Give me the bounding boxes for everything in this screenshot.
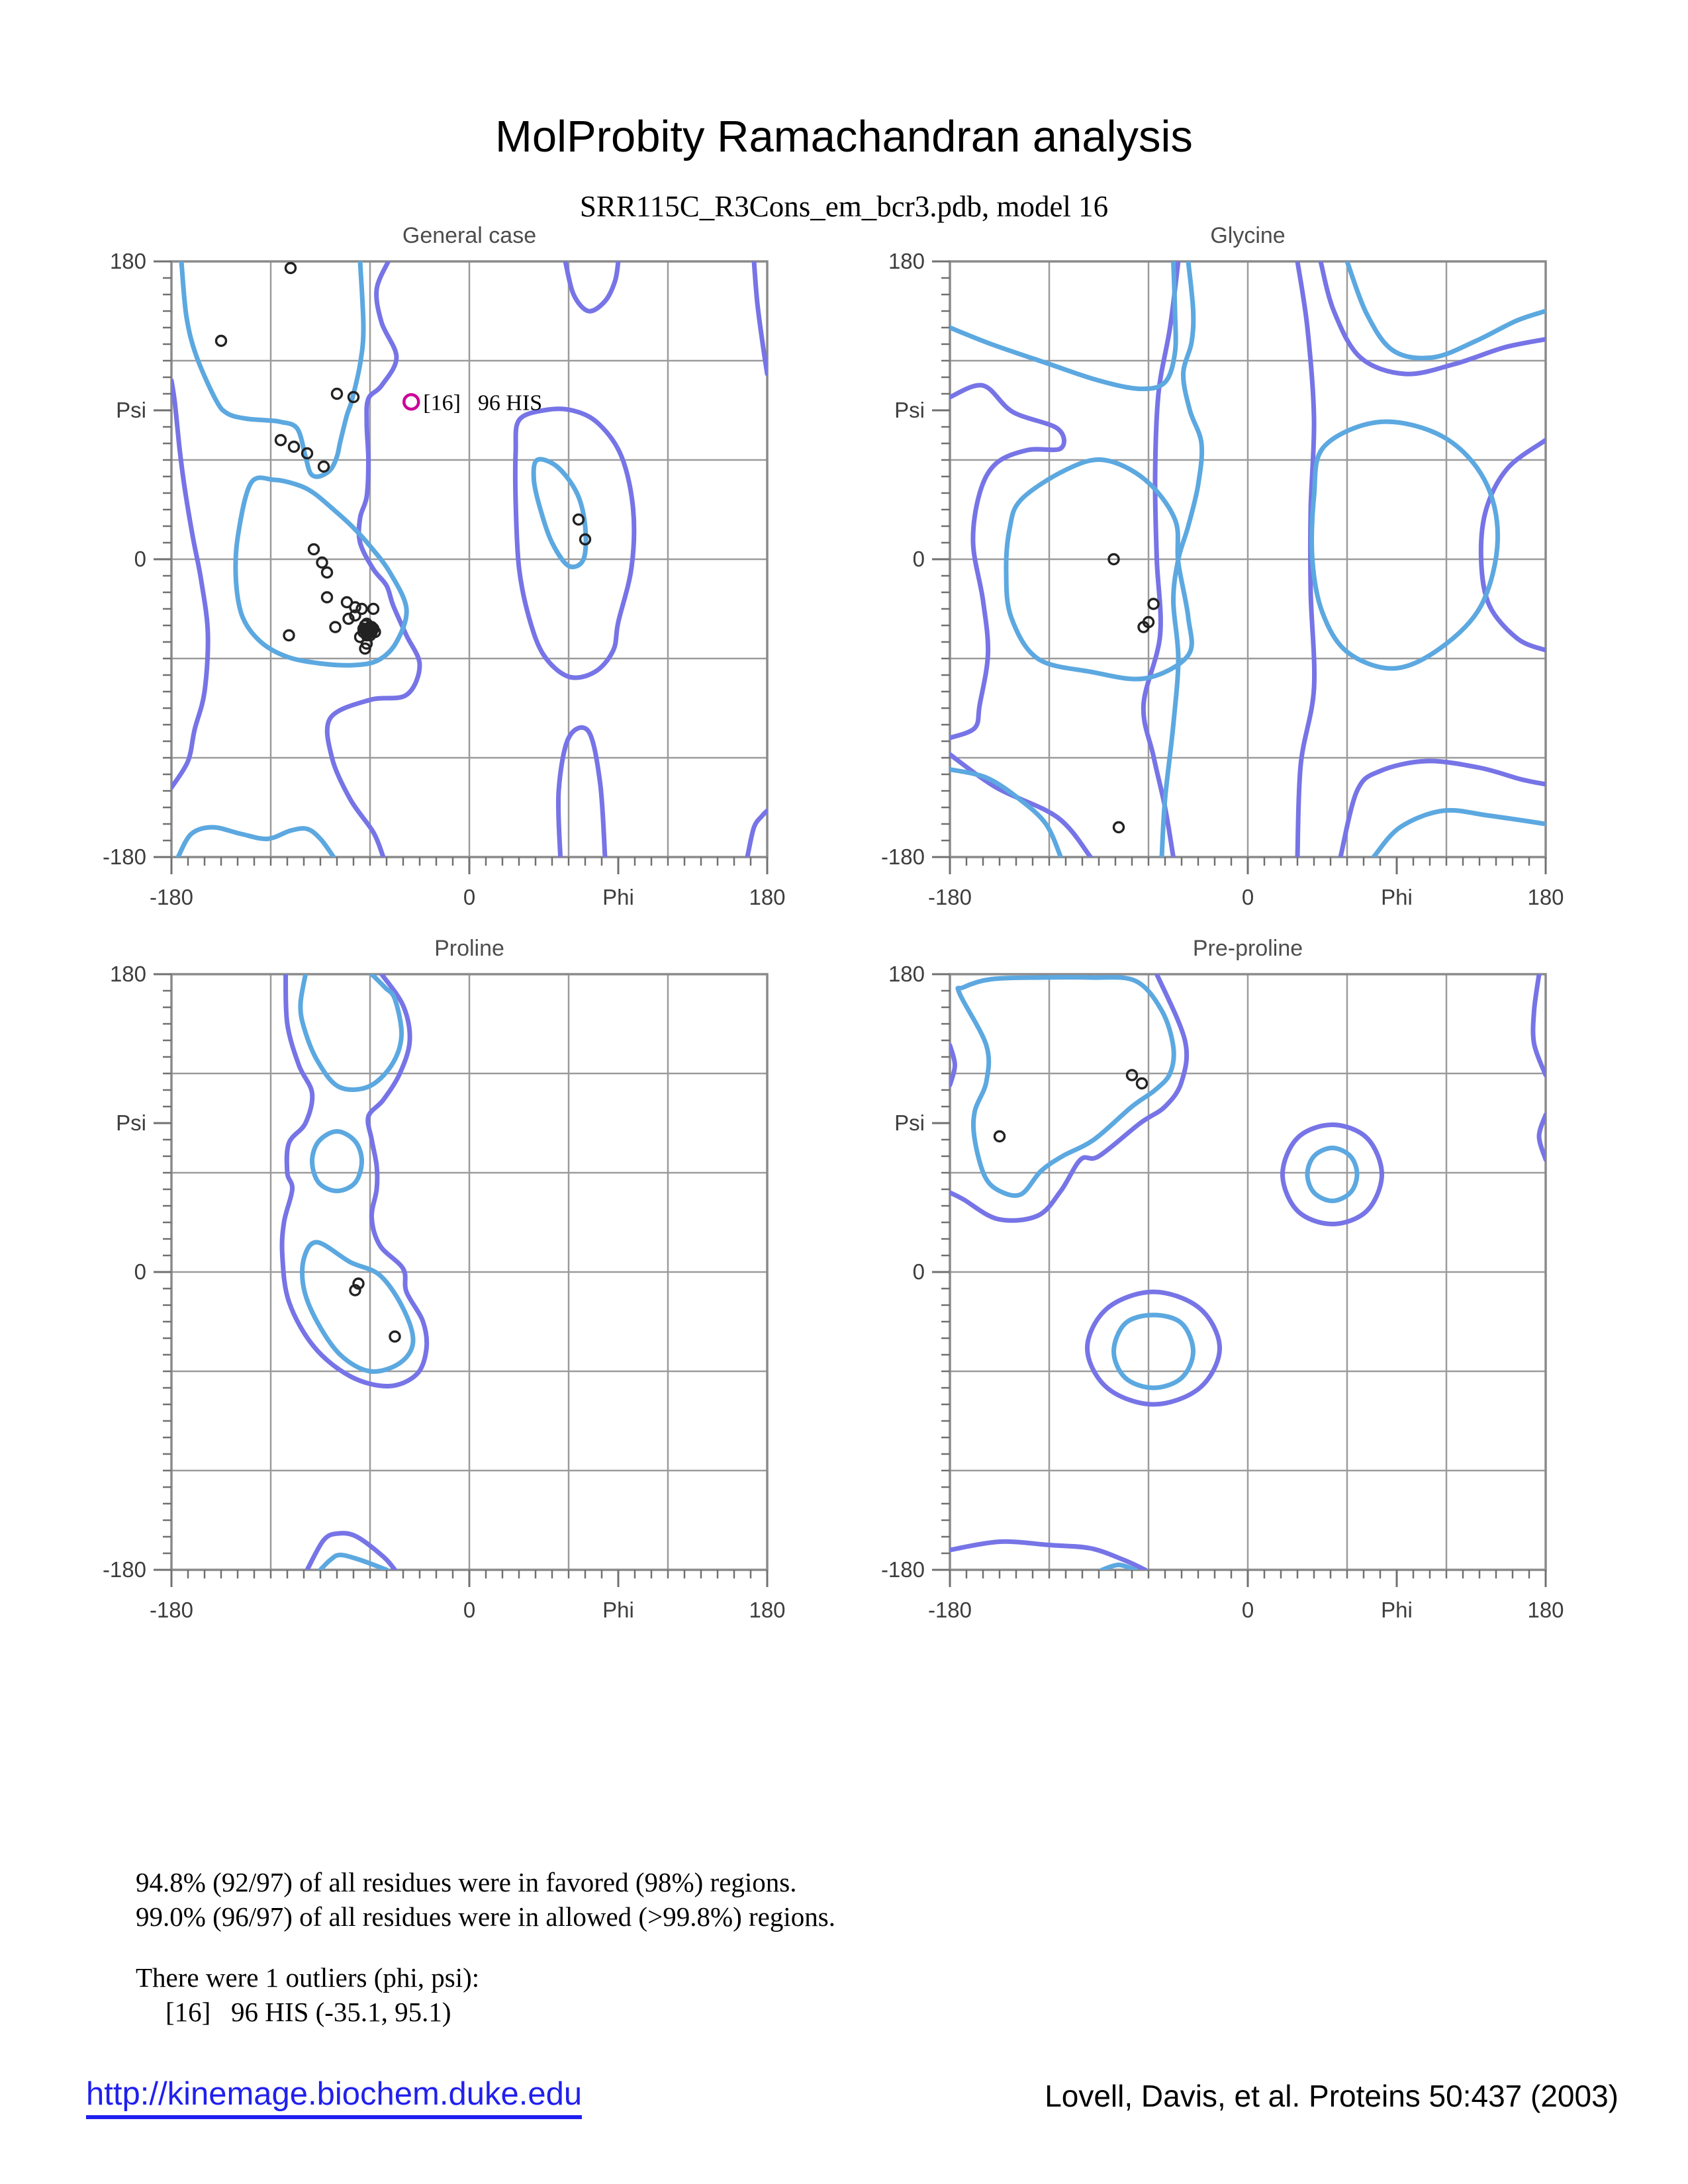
- residue-point: [995, 1132, 1005, 1142]
- x-axis-label: 0: [1241, 885, 1254, 909]
- y-axis-label: -180: [102, 844, 146, 869]
- favored-contour: [534, 459, 586, 567]
- outlier-item: [16] 96 HIS (-35.1, 95.1): [165, 1997, 451, 2027]
- plot-glycine: [857, 222, 1625, 943]
- residue-point: [319, 462, 329, 472]
- y-axis-label: 180: [109, 962, 146, 986]
- allowed-contour: [307, 1533, 395, 1570]
- y-axis-label: -180: [880, 1557, 925, 1582]
- favored-contour: [320, 1555, 387, 1570]
- page-title: MolProbity Ramachandran analysis: [495, 112, 1193, 161]
- residue-point: [322, 568, 332, 578]
- x-axis-label: 0: [463, 885, 476, 909]
- residue-point: [284, 631, 294, 641]
- x-axis-label: 0: [1241, 1598, 1254, 1622]
- residue-point: [309, 545, 319, 555]
- favored-contour: [1374, 810, 1546, 857]
- allowed-contour: [950, 974, 1187, 1220]
- plot-general-case: [79, 222, 847, 943]
- plot-pre-proline: [857, 934, 1625, 1656]
- allowed-contour: [1533, 974, 1546, 1075]
- x-axis-label: 0: [463, 1598, 476, 1622]
- y-axis-label: Psi: [894, 1111, 925, 1135]
- residue-point: [1137, 1079, 1147, 1089]
- allowed-contour: [747, 811, 767, 857]
- x-axis-label: -180: [927, 885, 972, 909]
- allowed-contour: [565, 261, 618, 311]
- favored-contour: [1114, 1315, 1194, 1388]
- plot-title: Pre-proline: [1192, 936, 1303, 961]
- x-axis-label: -180: [149, 885, 194, 909]
- plot-title: Glycine: [1210, 223, 1286, 248]
- y-axis-label: 0: [134, 547, 146, 571]
- outlier-point: [404, 394, 418, 409]
- y-axis-label: 180: [109, 249, 146, 273]
- favored-contour: [181, 261, 363, 477]
- outlier-point-label: [16] 96 HIS: [423, 390, 543, 416]
- allowed-contour: [171, 381, 208, 788]
- x-axis-label: Phi: [602, 1598, 634, 1622]
- y-axis-label: -180: [880, 844, 925, 869]
- residue-point: [216, 336, 226, 346]
- y-axis-label: 0: [134, 1259, 146, 1284]
- y-axis-label: Psi: [894, 398, 925, 422]
- kinemage-link[interactable]: http://kinemage.biochem.duke.edu: [86, 2075, 582, 2119]
- residue-point: [322, 592, 332, 602]
- allowed-contour: [1283, 1125, 1382, 1224]
- x-axis-label: Phi: [1381, 1598, 1413, 1622]
- page-subtitle: SRR115C_R3Cons_em_bcr3.pdb, model 16: [579, 190, 1109, 223]
- residue-point: [289, 442, 299, 452]
- favored-contour: [1006, 460, 1192, 680]
- residue-point: [276, 435, 286, 445]
- plot-title: Proline: [434, 936, 504, 961]
- allowed-contour: [1481, 440, 1546, 651]
- allowed-contour: [515, 409, 633, 678]
- favored-contour: [312, 1132, 362, 1191]
- favored-contour: [178, 827, 334, 857]
- summary-allowed: 99.0% (96/97) of all residues were in allowed (>99.8%) regions.: [136, 1901, 835, 1932]
- x-axis-label: 180: [1527, 1598, 1564, 1622]
- y-axis-label: -180: [102, 1557, 146, 1582]
- citation: Lovell, Davis, et al. Proteins 50:437 (2003): [1045, 2079, 1618, 2113]
- y-axis-label: Psi: [116, 1111, 146, 1135]
- residue-point: [1114, 823, 1124, 833]
- residue-point: [390, 1332, 400, 1342]
- x-axis-label: -180: [149, 1598, 194, 1622]
- x-axis-label: -180: [927, 1598, 972, 1622]
- outlier-header: There were 1 outliers (phi, psi):: [136, 1962, 480, 1993]
- summary-favored: 94.8% (92/97) of all residues were in favored (98%) regions.: [136, 1867, 797, 1897]
- x-axis-label: 180: [1527, 885, 1564, 909]
- favored-contour: [958, 978, 1174, 1196]
- favored-contour: [1312, 422, 1498, 668]
- x-axis-label: 180: [749, 885, 786, 909]
- residue-point: [332, 389, 342, 399]
- allowed-contour: [950, 754, 1091, 857]
- residue-point: [286, 263, 296, 273]
- plot-proline: [79, 934, 847, 1656]
- plot-title: General case: [402, 223, 537, 248]
- y-axis-label: 180: [888, 962, 925, 986]
- favored-contour: [1307, 1148, 1357, 1201]
- y-axis-label: 180: [888, 249, 925, 273]
- allowed-contour: [558, 727, 605, 857]
- y-axis-label: 0: [912, 547, 925, 571]
- x-axis-label: Phi: [602, 885, 634, 909]
- favored-contour: [301, 974, 402, 1090]
- x-axis-label: 180: [749, 1598, 786, 1622]
- favored-contour: [950, 261, 1176, 389]
- y-axis-label: 0: [912, 1259, 925, 1284]
- favored-contour: [950, 770, 1061, 858]
- allowed-contour: [754, 261, 767, 374]
- y-axis-label: Psi: [116, 398, 146, 422]
- x-axis-label: Phi: [1381, 885, 1413, 909]
- residue-point: [1127, 1070, 1137, 1080]
- residue-point: [1149, 599, 1158, 609]
- residue-point: [330, 622, 340, 632]
